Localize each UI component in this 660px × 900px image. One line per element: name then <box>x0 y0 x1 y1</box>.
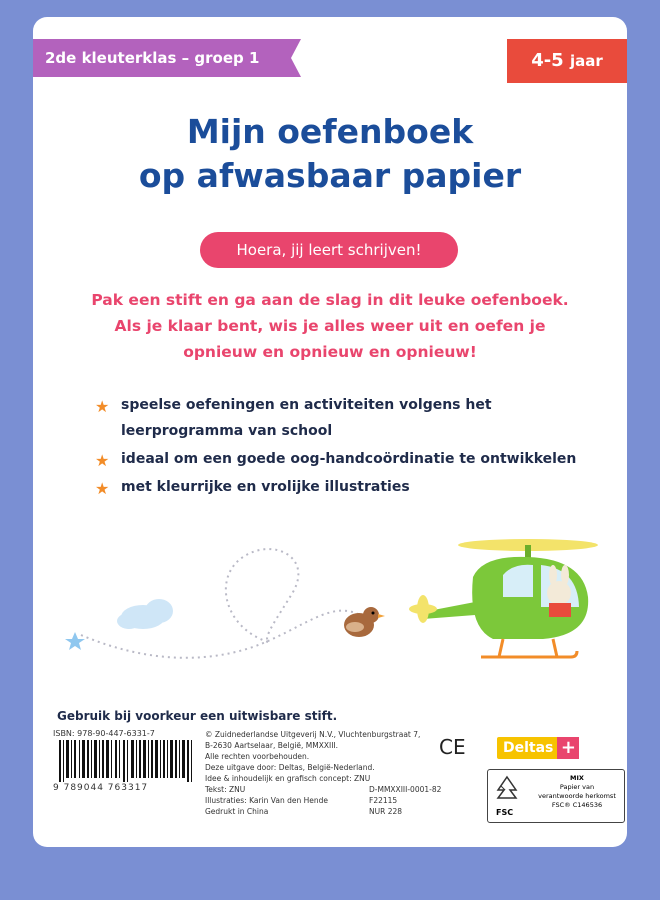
barcode-number: 9 789044 763317 <box>53 783 149 793</box>
title-line-1: Mijn oefenboek <box>186 112 474 151</box>
star-icon: ★ <box>95 397 110 416</box>
intro-line-1: Pak een stift en ga aan de slag in dit leuke oefenboek. <box>91 291 569 309</box>
fsc-mix-text <box>532 774 622 810</box>
bird-icon <box>344 607 385 637</box>
feature-list <box>95 392 605 502</box>
marker-note: Gebruik bij voorkeur een uitwisbare stift. <box>57 709 338 723</box>
age-unit: jaar <box>570 52 603 70</box>
legal-line: Alle rechten voorbehouden. <box>205 752 310 761</box>
barcode-icon <box>53 740 203 782</box>
feature-line: met kleurrijke en vrolijke illustraties <box>121 479 410 495</box>
publisher-logo <box>497 737 579 759</box>
legal-line: Deze uitgave door: Deltas, België-Nederland. <box>205 763 375 772</box>
fsc-mix: MIX <box>570 774 584 782</box>
star-icon: ★ <box>95 451 110 470</box>
helicopter-illustration <box>63 517 603 687</box>
legal-line: Tekst: ZNU <box>205 785 246 794</box>
grade-ribbon <box>33 39 291 77</box>
dotted-loop-path <box>226 549 299 642</box>
feature-item <box>95 474 605 500</box>
legal-line: Illustraties: Karin Van den Hende <box>205 796 328 805</box>
feature-item <box>95 446 605 472</box>
intro-line-2: Als je klaar bent, wis je alles weer uit en oefen je <box>114 317 546 335</box>
plus-icon: + <box>557 737 579 759</box>
fsc-tree-icon <box>492 774 522 804</box>
publisher-name: Deltas <box>503 740 554 756</box>
book-back-cover <box>33 17 627 847</box>
legal-line: Idee & inhoudelijk en grafisch concept: ZNU <box>205 774 371 783</box>
subtitle-pill: Hoera, jij leert schrijven! <box>200 232 458 268</box>
feature-line: leerprogramma van school <box>121 423 333 439</box>
fsc-source: verantwoorde herkomst <box>538 792 616 800</box>
fsc-label <box>487 769 625 823</box>
star-icon: ★ <box>95 479 110 498</box>
feature-item <box>95 392 605 444</box>
feature-line: ideaal om een goede oog-handcoördinatie te ontwikkelen <box>121 451 577 467</box>
intro-line-3: opnieuw en opnieuw en opnieuw! <box>183 343 477 361</box>
legal-line: B-2630 Aartselaar, België, MMXXIII. <box>205 741 339 750</box>
legal-line: Gedrukt in China <box>205 807 269 816</box>
helicopter-icon <box>409 539 598 657</box>
grade-label: 2de kleuterklas – groep 1 <box>45 49 260 67</box>
legal-line: © Zuidnederlandse Uitgeverij N.V., Vluchtenburgstraat 7, <box>205 730 421 739</box>
ce-mark: CE <box>439 735 466 759</box>
fsc-word: FSC <box>496 808 514 817</box>
title-line-2: op afwasbaar papier <box>138 156 522 195</box>
catalog-codes <box>369 784 441 817</box>
code-line: NUR 228 <box>369 807 403 816</box>
isbn-label: ISBN: 978-90-447-6331-7 <box>53 729 155 738</box>
feature-line: speelse oefeningen en activiteiten volgens het <box>121 397 492 413</box>
intro-text <box>53 287 607 365</box>
fsc-code: FSC® C146536 <box>551 801 603 809</box>
age-ribbon <box>507 39 627 83</box>
code-line: D-MMXXIII-0001-82 <box>369 785 442 794</box>
fsc-paper: Papier van <box>559 783 595 791</box>
code-line: F22115 <box>369 796 398 805</box>
age-range: 4-5 <box>531 50 564 71</box>
cloud-icon <box>117 599 173 629</box>
book-title <box>33 110 627 198</box>
